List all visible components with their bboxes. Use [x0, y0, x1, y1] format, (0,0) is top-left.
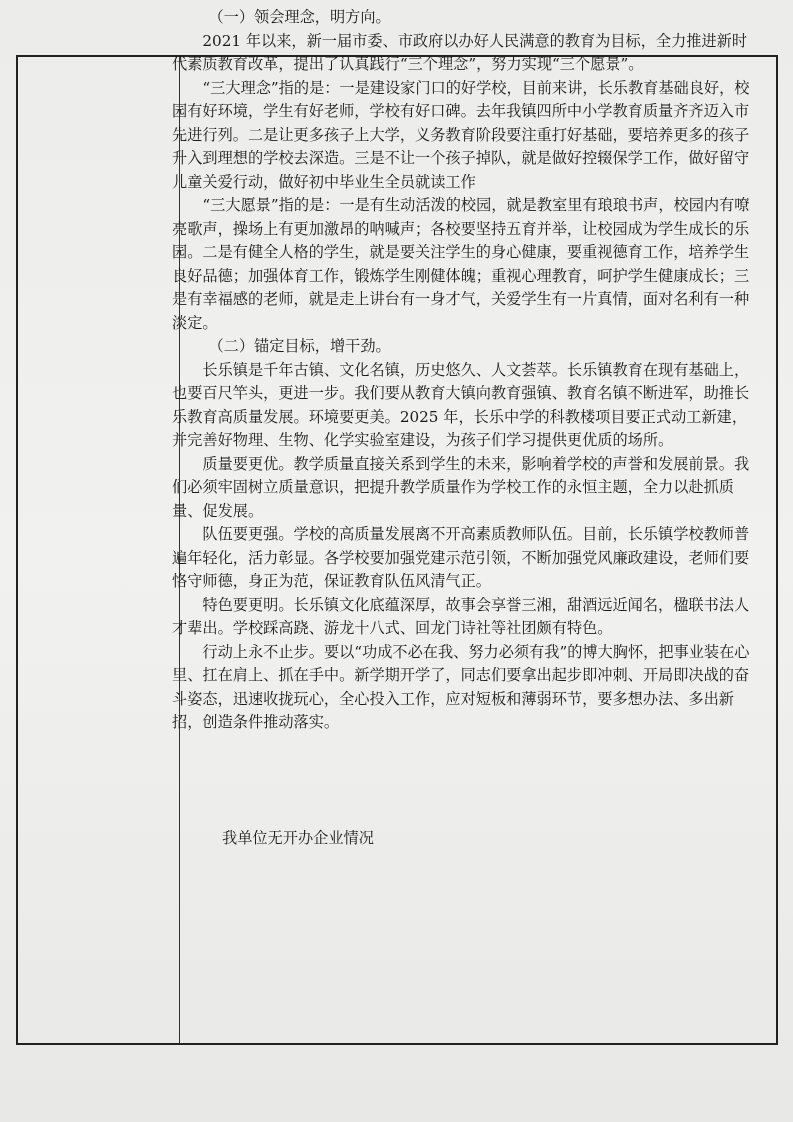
enterprise-note: 我单位无开办企业情况	[222, 829, 374, 847]
paragraph: 2021 年以来，新一届市委、市政府以办好人民满意的教育为目标，全力推进新时代素质教育改革，提出了认真践行“三个理念”，努力实现“三个愿景”。	[172, 31, 748, 73]
paragraph: “三大愿景”指的是：一是有生动活泼的校园，就是教室里有琅琅书声，校园内有嘹亮歌声，操场上有更加激昂的呐喊声；各校要坚持五育并举，让校园成为学生成长的乐园。二是有健全人格的学生，就是要关注学生的身心健康，要重视德育工作，培养学生良好品德；加强体育工作，锻炼学生刚健体魄；重视心理教育，呵护学生健康成长；三是有幸福感的老师，就是走上讲台有一身才气，关爱学生有一片真情，面对名利有一种淡定。	[172, 196, 750, 332]
section-heading-2: （二）锚定目标，增干劲。	[208, 337, 391, 355]
paragraph: 队伍要更强。学校的高质量发展离不开高素质教师队伍。目前，长乐镇学校教师普遍年轻化，活力彰显。各学校要加强党建示范引领，不断加强党风廉政建设，老师们要恪守师德，身正为范，保证教育队伍风清气正。	[172, 525, 750, 590]
report-body	[172, 6, 752, 735]
section-heading-1: （一）领会理念，明方向。	[208, 8, 391, 26]
left-label-column	[18, 57, 180, 1043]
paragraph: “三大理念”指的是：一是建设家门口的好学校，目前来讲，长乐教育基础良好，校园有好环境，学生有好老师，学校有好口碑。去年我镇四所中小学教育质量齐齐迈入市先进行列。二是让更多孩子上大学，义务教育阶段要注重打好基础，要培养更多的孩子升入到理想的学校去深造。三是不让一个孩子掉队，就是做好控辍保学工作，做好留守儿童关爱行动，做好初中毕业生全员就读工作	[172, 78, 750, 191]
paragraph: 质量要更优。教学质量直接关系到学生的未来，影响着学校的声誉和发展前景。我们必须牢固树立质量意识，把提升教学质量作为学校工作的永恒主题，全力以赴抓质量、促发展。	[172, 454, 750, 520]
paragraph: 行动上永不止步。要以“功成不必在我、努力必须有我”的博大胸怀，把事业装在心里、扛在肩上、抓在手中。新学期开学了，同志们要拿出起步即冲刺、开局即决战的奋斗姿态，迅速收拢玩心，全心投入工作，应对短板和薄弱环节，要多想办法、多出新招，创造条件推动落实。	[172, 642, 750, 731]
paragraph: 特色要更明。长乐镇文化底蕴深厚，故事会享誉三湘，甜酒远近闻名，楹联书法人才辈出。学校踩高跷、游龙十八式、回龙门诗社等社团颇有特色。	[172, 595, 750, 637]
paragraph: 长乐镇是千年古镇、文化名镇，历史悠久、人文荟萃。长乐镇教育在现有基础上，也要百尺竿头，更进一步。我们要从教育大镇向教育强镇、教育名镇不断进军，助推长乐教育高质量发展。环境要更美。2025 年，长乐中学的科教楼项目要正式动工新建，并完善好物理、生物、化学实验室建设，为孩子们学习提供更优质的场所。	[172, 360, 750, 449]
